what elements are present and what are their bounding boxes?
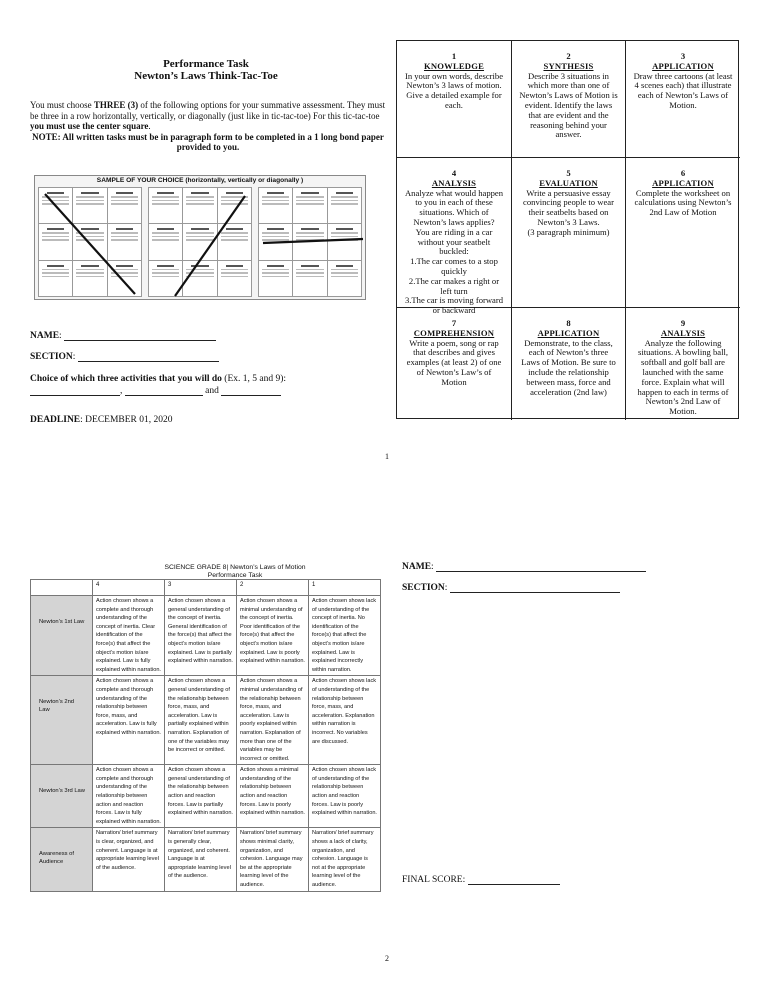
rubric-cell: Narration/ brief summary shows a lack of clarity, organization, and cohesion. Language is not at the appropriate learning level of the audience.	[309, 828, 381, 891]
option-line: to you in each of these	[415, 197, 493, 208]
name-field-2[interactable]: NAME:	[402, 562, 646, 572]
option-line: buckled:	[439, 246, 469, 257]
option-line: each of Newton’s Laws of	[637, 90, 729, 101]
option-heading: SYNTHESIS	[543, 60, 594, 71]
option-line: Describe 3 situations in	[528, 70, 609, 81]
option-line: Newton’s 2nd Law of	[645, 396, 721, 407]
rubric-table	[30, 579, 381, 892]
section-field-2[interactable]: SECTION:	[402, 583, 620, 593]
rubric-criterion: Awareness of Audience	[31, 828, 93, 891]
option-description	[401, 339, 507, 388]
option-line: Complete the worksheet on	[635, 187, 731, 198]
deadline	[30, 415, 173, 425]
option-line: that describes and gives	[413, 347, 495, 358]
option-description	[516, 189, 621, 238]
choice-blank-3[interactable]	[221, 387, 281, 396]
option-line: Demonstrate, to the class,	[524, 337, 613, 348]
option-number: 6	[680, 168, 686, 178]
section-blank-2[interactable]	[450, 584, 620, 593]
option-description	[630, 189, 736, 218]
option-cell-6[interactable]	[626, 158, 740, 308]
name-label: NAME	[30, 331, 60, 341]
performance-task-title	[30, 58, 382, 82]
choice-label: Choice of which three activities that you will do	[30, 374, 222, 384]
rubric-cell: Action chosen shows a complete and thorough understanding of the concept of inertia. Clear identification of the force(s) that affect the object’s motion is/are explained. Law is fully explained within narration.	[93, 596, 165, 676]
rubric-cell: Action chosen shows a general understanding of the concept of inertia. General identification of the force(s) that affect the object’s motion is/are explained. Law is partially explained within narration.	[165, 596, 237, 676]
option-heading: APPLICATION	[652, 60, 714, 71]
deadline-value: : DECEMBER 01, 2020	[80, 415, 173, 425]
option-heading: EVALUATION	[539, 177, 598, 188]
sample-strike-lines	[35, 176, 367, 301]
option-heading: COMPREHENSION	[413, 327, 495, 338]
option-number: 9	[680, 318, 686, 328]
option-heading: APPLICATION	[652, 177, 714, 188]
section-field[interactable]: SECTION:	[30, 352, 219, 362]
option-line: each of Newton’s three	[528, 347, 609, 358]
option-cell-1[interactable]	[397, 41, 512, 158]
option-cell-3[interactable]	[626, 41, 740, 158]
page-number-2: 2	[385, 954, 389, 963]
rubric-score-header: 4	[93, 580, 165, 596]
option-line: softball and golf ball are	[641, 357, 725, 368]
option-heading: KNOWLEDGE	[423, 60, 485, 71]
option-number: 2	[566, 51, 571, 61]
option-line: force. Explain what will	[641, 376, 725, 387]
choice-blanks[interactable]: , and	[30, 386, 281, 396]
name-blank[interactable]	[64, 332, 216, 341]
think-tac-toe-board	[396, 40, 739, 419]
intro-emphasis: THREE (3)	[93, 100, 139, 110]
rubric-criterion: Newton’s 1st Law	[31, 596, 93, 676]
option-line: Newton’s laws applies?	[413, 216, 495, 227]
option-number: 4	[451, 168, 457, 178]
rubric-cell: Action chosen shows a complete and thorough understanding of the relationship between action and reaction forces. Law is fully explained within narration.	[93, 765, 165, 828]
rubric-criterion: Newton’s 2nd Law	[31, 676, 93, 765]
option-line: Motion	[441, 376, 467, 387]
option-line: evident. Identify the laws	[524, 99, 613, 110]
option-line: answer.	[555, 129, 582, 140]
option-line: Give a detailed example for	[406, 90, 502, 101]
page-number-1: 1	[385, 452, 389, 461]
option-heading: APPLICATION	[537, 327, 600, 338]
option-cell-5[interactable]	[512, 158, 626, 308]
rubric-criterion: Newton’s 3rd Law	[31, 765, 93, 828]
sample-choice-figure	[34, 175, 366, 300]
rubric-title	[90, 564, 380, 579]
option-line: Laws of Motion. Be sure to	[521, 357, 616, 368]
option-line: In your own words, describe	[404, 70, 504, 81]
title-line-1: Performance Task	[163, 58, 249, 70]
title-line-2: Newton’s Laws Think-Tac-Toe	[134, 70, 278, 82]
option-line: Analyze the following	[644, 337, 722, 348]
option-line: Newton’s Laws of Motion is	[519, 90, 618, 101]
section-label-2: SECTION	[402, 583, 445, 593]
intro-emphasis-2: you must use the center square	[30, 121, 149, 131]
rubric-score-header: 2	[237, 580, 309, 596]
choice-example: (Ex. 1, 5 and 9):	[224, 374, 287, 384]
option-line: situations. A bowling ball,	[638, 347, 728, 358]
rubric-score-header: 3	[165, 580, 237, 596]
option-line: launched with the same	[642, 366, 724, 377]
sample-title: SAMPLE OF YOUR CHOICE (horizontally, vertically or diagonally )	[96, 177, 304, 184]
rubric-cell: Action chosen shows a general understanding of the relationship between action and reaction forces. Law is partially explained within narration.	[165, 765, 237, 828]
name-field[interactable]: NAME:	[30, 331, 216, 341]
option-line: 4 scenes each) that illustrate	[634, 80, 732, 91]
final-score-field[interactable]	[402, 875, 560, 885]
rubric-title-line-1: SCIENCE GRADE 8| Newton’s Laws of Motion	[164, 564, 306, 571]
option-line: happen to each in terms of	[637, 386, 729, 397]
choice-blank-2[interactable]	[125, 387, 203, 396]
option-line: You are riding in a car	[415, 226, 493, 237]
option-line: include the relationship	[528, 366, 609, 377]
option-line: without your seatbelt	[417, 236, 491, 247]
option-line: Write a persuasive essay	[526, 187, 611, 198]
choice-and: and	[205, 386, 219, 396]
option-line: of Newton’s Law’s of	[416, 366, 492, 377]
rubric-cell: Action chosen shows a complete and thorough understanding of the relationship between force, mass, and acceleration. Law is fully explained within narration.	[93, 676, 165, 765]
option-number: 7	[451, 318, 457, 328]
option-line: Newton’s 3 laws of motion.	[406, 80, 502, 91]
option-number: 5	[566, 168, 571, 178]
rubric-cell: Action chosen shows a general understanding of the relationship between force, mass, and acceleration. Law is partially explained within narration. Explanation of one of the variables may be incorrect or omitted.	[165, 676, 237, 765]
rubric-title-line-2: Performance Task	[207, 571, 263, 579]
final-score-label: FINAL SCORE:	[402, 875, 466, 885]
option-description	[630, 339, 736, 417]
rubric-cell: Action chosen shows a minimal understanding of the relationship between force, mass, and acceleration. Law is poorly explained within narration. Explanation of more than one of the variables may be incorrect or omitted.	[237, 676, 309, 765]
option-line: convincing people to wear	[523, 197, 614, 208]
option-line: Analyze what would happen	[404, 187, 504, 198]
intro-text-2: of the following options for your summative assessment. They must be three in a row horizontally, vertically, or diagonally (just like in tic-tac-toe) For this tic-tac-toe	[30, 100, 386, 121]
option-cell-9[interactable]	[626, 308, 740, 420]
option-number: 3	[680, 51, 686, 61]
intro-text: You must choose	[30, 100, 94, 110]
option-line: Motion.	[669, 406, 697, 417]
section-blank[interactable]	[78, 353, 219, 362]
choice-blank-1[interactable]	[30, 387, 120, 396]
option-line: 2.The car makes a right or	[408, 275, 500, 286]
option-heading: ANALYSIS	[660, 327, 706, 338]
option-line: their seatbelts based on	[528, 207, 609, 218]
option-number: 1	[451, 51, 457, 61]
option-line: reasoning behind your	[530, 119, 607, 130]
name-blank-2[interactable]	[436, 563, 646, 572]
rubric-cell: Narration/ brief summary is generally clear, organized, and coherent. Language is at appropriate learning level of the audience.	[165, 828, 237, 891]
option-line: (3 paragraph minimum)	[527, 226, 610, 237]
rubric-row	[31, 676, 381, 765]
option-description	[401, 189, 507, 316]
option-line: which more than one of	[527, 80, 610, 91]
rubric-cell: Narration/ brief summary is clear, organized, and coherent. Language is at appropriate learning level of the audience.	[93, 828, 165, 891]
final-score-blank[interactable]	[468, 876, 560, 885]
option-line: calculations using Newton’s	[634, 197, 732, 208]
option-line: Write a poem, song or rap	[409, 337, 499, 348]
option-line: left turn	[440, 285, 468, 296]
option-cell-8[interactable]	[512, 308, 626, 420]
option-line: Draw three cartoons (at least	[633, 70, 733, 81]
rubric-score-header: 1	[309, 580, 381, 596]
option-line: Motion.	[669, 99, 697, 110]
rubric-cell: Action chosen shows a minimal understanding of the concept of inertia. Poor identification of the force(s) that affect the object’s motion is/are explained. Law is poorly explained within narration.	[237, 596, 309, 676]
option-description	[401, 72, 507, 111]
option-cell-2[interactable]	[512, 41, 626, 158]
option-line: 2nd Law of Motion	[649, 207, 717, 218]
intro-end: .	[148, 121, 151, 131]
option-line: Newton’s 3 Laws.	[537, 216, 600, 227]
rubric-row	[31, 765, 381, 828]
option-description	[516, 72, 621, 141]
option-line: 1.The car comes to a stop	[410, 256, 498, 267]
note: NOTE: All written tasks must be in paragraph form to be completed in a 1 long bond paper provided to you.	[32, 131, 384, 152]
option-line: quickly	[441, 265, 467, 276]
rubric-row	[31, 828, 381, 891]
rubric-cell: Action chosen shows lack of understanding of the concept of inertia. No identification of the force(s) that affect the object’s motion is/are explained. Law is explained incorrectly within narration.	[309, 596, 381, 676]
rubric-header-row	[31, 580, 381, 596]
rubric-cell: Narration/ brief summary shows minimal clarity, organization, and cohesion. Language may be at the appropriate learning level of the audience.	[237, 828, 309, 891]
option-description	[630, 72, 736, 111]
option-line: each.	[445, 99, 463, 110]
option-heading: ANALYSIS	[431, 177, 477, 188]
option-line: acceleration (2nd law)	[530, 386, 607, 397]
rubric-cell: Action chosen shows lack of understanding of the relationship between force, mass, and acceleration. Explanation within narration is incorrect. No variables are discussed.	[309, 676, 381, 765]
rubric-cell: Action chosen shows lack of understanding of the relationship between action and reaction forces. Law is poorly explained within narration.	[309, 765, 381, 828]
rubric-corner	[31, 580, 93, 596]
option-line: examples (at least 2) of one	[406, 357, 502, 368]
instructions	[30, 100, 386, 153]
rubric-row	[31, 596, 381, 676]
option-line: or backward	[432, 305, 476, 316]
choice-field	[30, 374, 386, 384]
option-line: situations. Which of	[419, 207, 489, 218]
option-cell-4[interactable]	[397, 158, 512, 316]
option-number: 8	[566, 318, 571, 328]
rubric-cell: Action shows a minimal understanding of the relationship between action and reaction forces. Law is poorly explained within narration.	[237, 765, 309, 828]
option-line: between mass, force and	[526, 376, 611, 387]
option-cell-7[interactable]	[397, 305, 512, 420]
option-line: that are evident and the	[528, 109, 609, 120]
section-label: SECTION	[30, 352, 73, 362]
option-description	[516, 339, 621, 398]
name-label-2: NAME	[402, 562, 432, 572]
deadline-label: DEADLINE	[30, 415, 81, 425]
option-line: 3.The car is moving forward	[404, 295, 504, 306]
